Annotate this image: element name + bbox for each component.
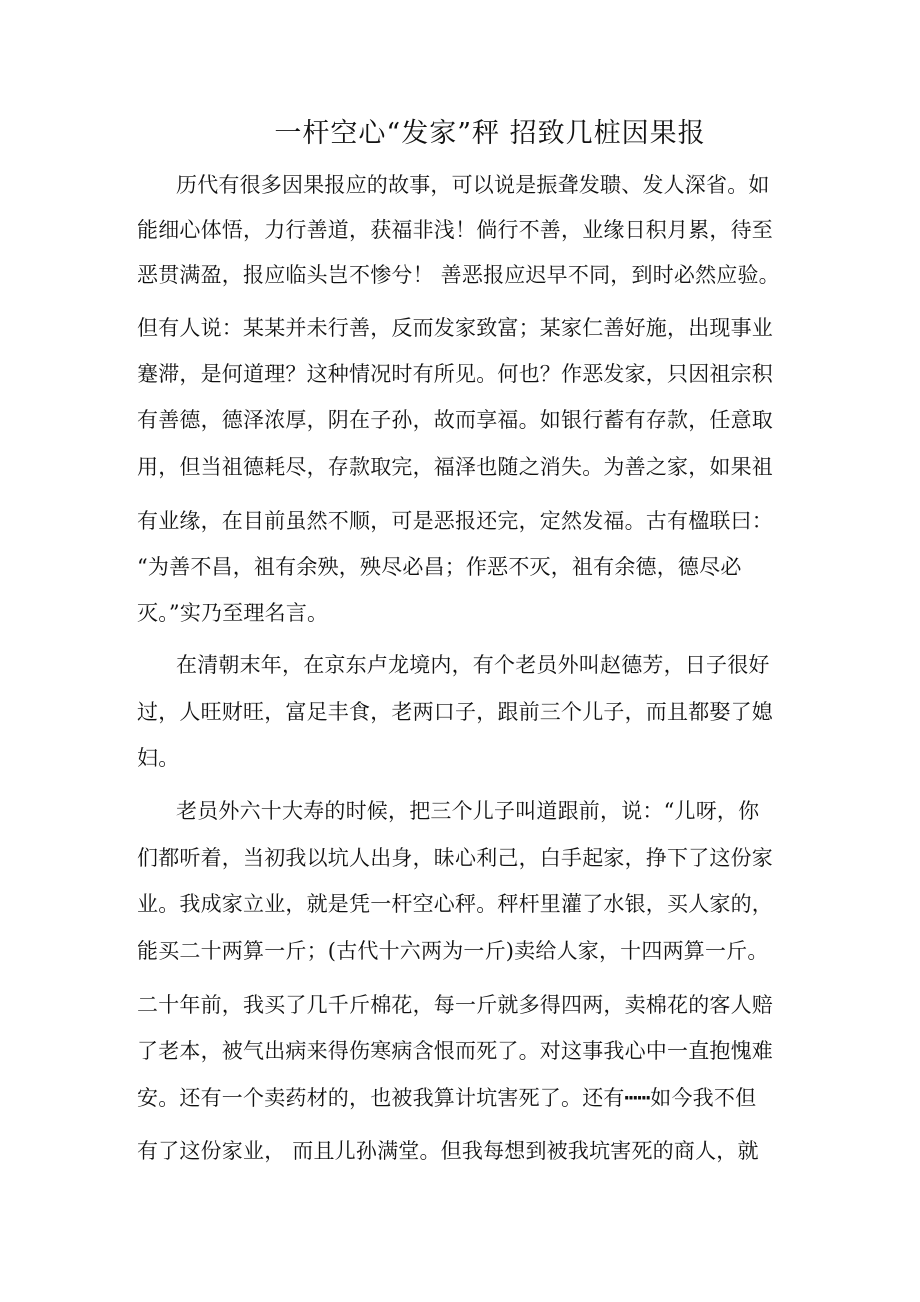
paragraph-1-line-10: 灭。”实乃至理名言。 (137, 601, 329, 625)
paragraph-1-line-7: 用，但当祖德耗尽，存款取完，福泽也随之消失。为善之家，如果祖 (137, 455, 773, 479)
paragraph-3-line-1: 老员外六十大寿的时候，把三个儿子叫道跟前，说：“儿呀，你 (176, 799, 760, 823)
paragraph-3-line-4: 能买二十两算一斤；(古代十六两为一斤)卖给人家，十四两算一斤。 (137, 939, 769, 963)
paragraph-1-line-3: 恶贯满盈，报应临头岂不惨兮！ 善恶报应迟早不同，到时必然应验。 (137, 263, 780, 287)
paragraph-1-line-6: 有善德，德泽浓厚，阴在子孙，故而享福。如银行蓄有存款，任意取 (137, 408, 773, 432)
paragraph-3-line-7: 安。还有一个卖药材的，也被我算计坑害死了。还有┅┅如今我不但 (137, 1086, 757, 1110)
paragraph-1-line-9: “为善不昌，祖有余殃，殃尽必昌；作恶不灭，祖有余德，德尽必 (137, 555, 742, 579)
paragraph-3-line-5: 二十年前，我买了几千斤棉花，每一斤就多得四两，卖棉花的客人赔 (137, 993, 773, 1017)
paragraph-1-line-5: 蹇滞，是何道理？这种情况时有所见。何也？作恶发家，只因祖宗积 (137, 362, 773, 386)
paragraph-2-line-3: 妇。 (137, 746, 180, 770)
paragraph-1-line-4: 但有人说：某某并未行善，反而发家致富；某家仁善好施，出现事业 (137, 316, 773, 340)
paragraph-2-line-2: 过，人旺财旺，富足丰食，老两口子，跟前三个儿子，而且都娶了媳 (137, 700, 773, 724)
paragraph-3-line-8: 有了这份家业， 而且儿孙满堂。但我每想到被我坑害死的商人，就 (137, 1139, 759, 1163)
paragraph-1-line-1: 历代有很多因果报应的故事，可以说是振聋发聩、发人深省。如 (176, 173, 770, 197)
paragraph-2-line-1: 在清朝末年，在京东卢龙境内，有个老员外叫赵德芳，日子很好 (176, 653, 770, 677)
paragraph-1-line-8: 有业缘，在目前虽然不顺，可是恶报还完，定然发福。古有楹联曰： (137, 509, 773, 533)
document-title: 一杆空心“发家”秤 招致几桩因果报 (274, 118, 706, 149)
paragraph-3-line-2: 们都听着，当初我以坑人出身，昧心利己，白手起家，挣下了这份家 (137, 846, 773, 870)
paragraph-3-line-6: 了老本，被气出病来得伤寒病含恨而死了。对这事我心中一直抱愧难 (137, 1039, 773, 1063)
paragraph-3-line-3: 业。我成家立业，就是凭一杆空心秤。秤杆里灌了水银，买人家的， (137, 892, 773, 916)
paragraph-1-line-2: 能细心体悟，力行善道，获福非浅！倘行不善，业缘日积月累，待至 (137, 218, 773, 242)
